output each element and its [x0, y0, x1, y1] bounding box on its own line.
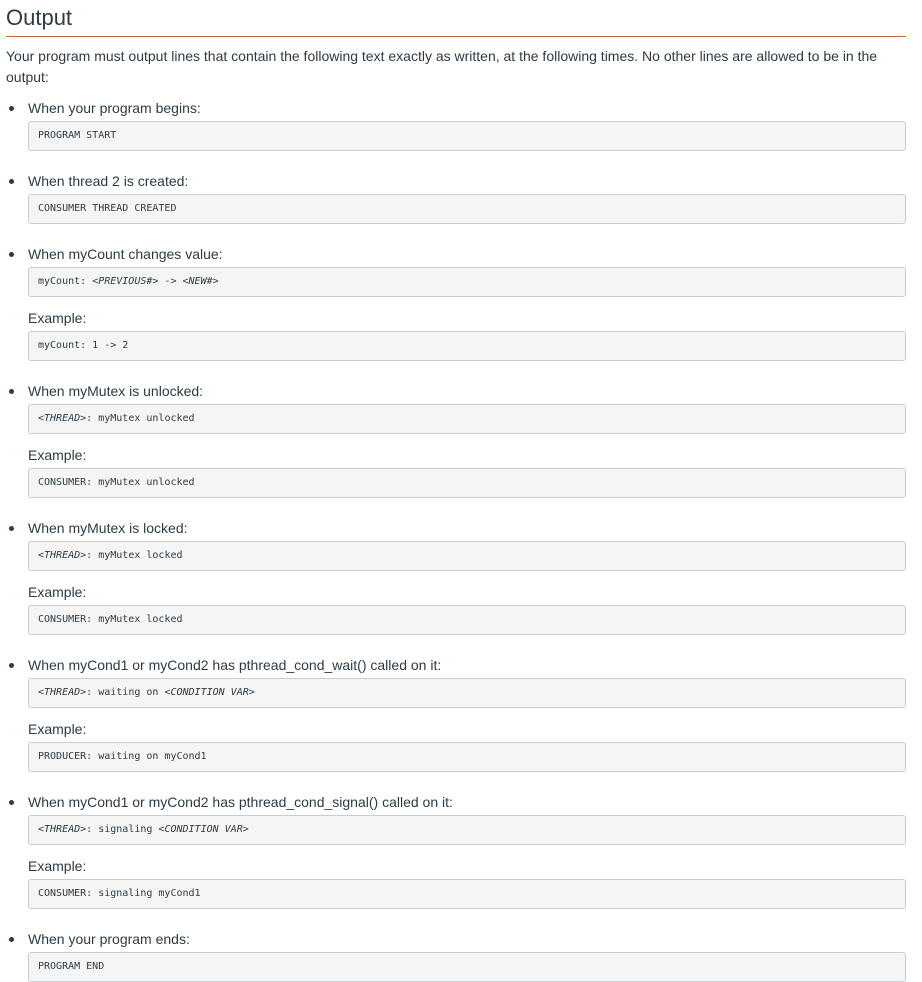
code-text: myCount:: [38, 276, 93, 287]
example-label: Example:: [28, 721, 87, 737]
code-placeholder: <PREVIOUS#>: [92, 276, 159, 287]
example-label: Example:: [28, 310, 87, 326]
bullet-icon: [9, 389, 14, 394]
code-block: [28, 267, 906, 297]
bullet-icon: [9, 937, 14, 942]
output-requirements-list: [6, 98, 906, 982]
code-block: [28, 952, 906, 982]
code-placeholder: <NEW#>: [182, 276, 219, 287]
item-label: When myMutex is locked:: [28, 520, 188, 536]
example-code-block: [28, 331, 906, 361]
code-text: CONSUMER THREAD CREATED: [38, 203, 177, 214]
code-text: : myMutex locked: [86, 550, 183, 561]
bullet-icon: [9, 179, 14, 184]
bullet-icon: [9, 526, 14, 531]
intro-paragraph: Your program must output lines that contain the following text exactly as written, at the following times. No other lines are allowed to be in the output:: [6, 48, 878, 85]
item-label: When myCount changes value:: [28, 246, 223, 262]
code-block: [28, 194, 906, 224]
list-item: [6, 518, 906, 655]
list-item: [6, 929, 906, 982]
code-block: [28, 541, 906, 571]
list-item: [6, 171, 906, 244]
example-label: Example:: [28, 447, 87, 463]
code-placeholder: <THREAD>: [38, 687, 87, 698]
code-text: : waiting on: [86, 687, 165, 698]
code-text: myCount: 1 -> 2: [38, 340, 129, 351]
code-block: [28, 678, 906, 708]
bullet-icon: [9, 106, 14, 111]
code-block: [28, 404, 906, 434]
code-text: CONSUMER: myMutex unlocked: [38, 477, 195, 488]
bullet-icon: [9, 252, 14, 257]
bullet-icon: [9, 663, 14, 668]
example-code-block: [28, 605, 906, 635]
item-label: When thread 2 is created:: [28, 173, 189, 189]
section-heading: Output: [6, 0, 906, 37]
list-item: [6, 792, 906, 929]
code-block: [28, 121, 906, 151]
code-text: PRODUCER: waiting on myCond1: [38, 751, 207, 762]
code-placeholder: <THREAD>: [38, 824, 87, 835]
code-placeholder: <CONDITION VAR>: [164, 687, 255, 698]
code-text: : myMutex unlocked: [86, 413, 195, 424]
list-item: [6, 655, 906, 792]
item-label: When your program begins:: [28, 100, 201, 116]
list-item: [6, 244, 906, 381]
code-placeholder: <CONDITION VAR>: [158, 824, 249, 835]
code-text: PROGRAM START: [38, 130, 117, 141]
example-code-block: [28, 879, 906, 909]
item-label: When your program ends:: [28, 931, 190, 947]
example-code-block: [28, 468, 906, 498]
code-placeholder: <THREAD>: [38, 413, 87, 424]
example-code-block: [28, 742, 906, 772]
code-text: ->: [158, 276, 183, 287]
item-label: When myMutex is unlocked:: [28, 383, 204, 399]
code-text: : signaling: [86, 824, 159, 835]
code-placeholder: <THREAD>: [38, 550, 87, 561]
code-block: [28, 815, 906, 845]
item-label: When myCond1 or myCond2 has pthread_cond_signal() called on it:: [28, 794, 453, 810]
example-label: Example:: [28, 584, 87, 600]
list-item: [6, 98, 906, 171]
item-label: When myCond1 or myCond2 has pthread_cond_wait() called on it:: [28, 657, 442, 673]
example-label: Example:: [28, 858, 87, 874]
code-text: CONSUMER: signaling myCond1: [38, 888, 201, 899]
code-text: PROGRAM END: [38, 961, 105, 972]
list-item: [6, 381, 906, 518]
bullet-icon: [9, 800, 14, 805]
code-text: CONSUMER: myMutex locked: [38, 614, 183, 625]
